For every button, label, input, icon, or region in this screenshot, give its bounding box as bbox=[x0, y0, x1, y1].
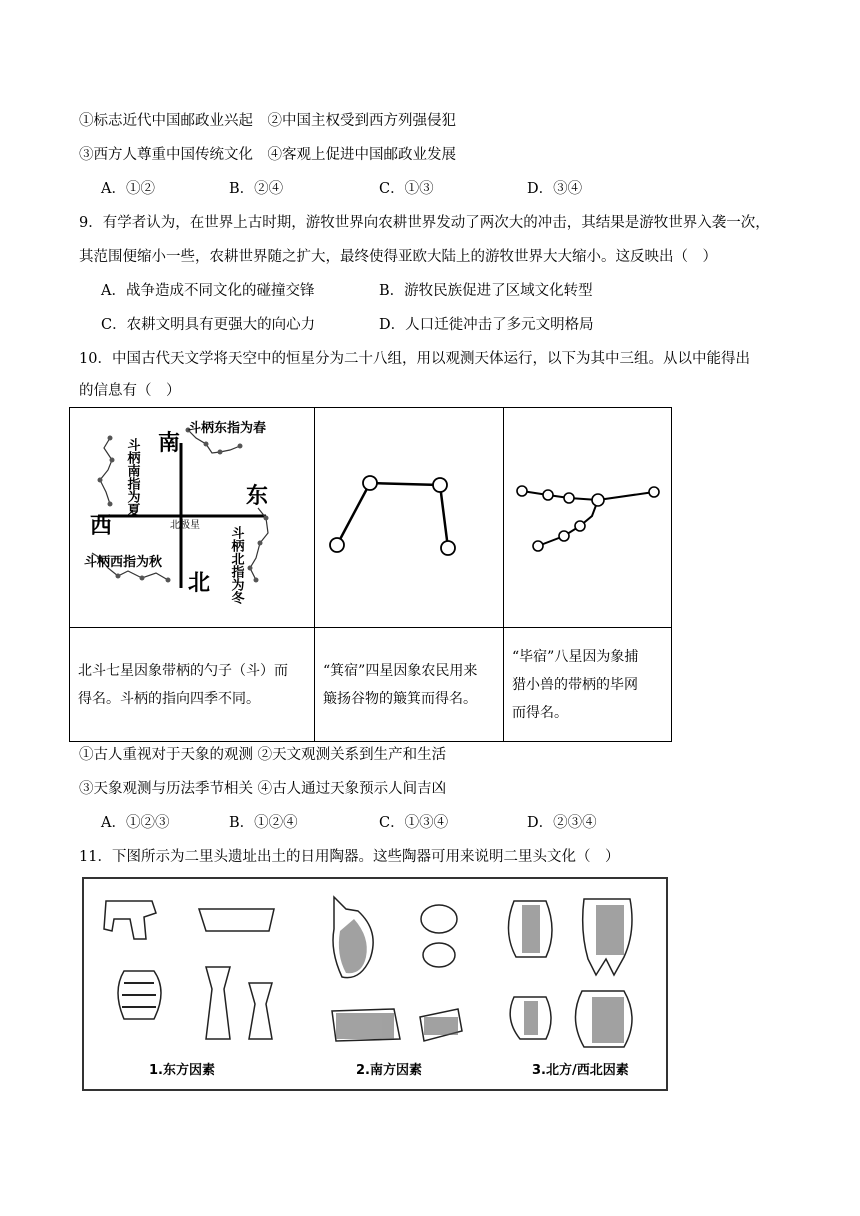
ji-xiu-diagram bbox=[315, 408, 503, 623]
caption-ji-xiu-line2: 簸扬谷物的簸箕而得名。 bbox=[323, 690, 477, 707]
caption-big-dipper-line2: 得名。斗柄的指向四季不同。 bbox=[78, 690, 260, 707]
q10-statements-2: ③天象观测与历法季节相关 ④古人通过天象预示人间吉凶 bbox=[79, 781, 447, 797]
q10-stem-line2: 的信息有（ ） bbox=[79, 383, 181, 399]
bi-xiu-lines bbox=[522, 491, 654, 546]
q8-option-d[interactable]: D．③④ bbox=[527, 181, 583, 197]
caption-ji-xiu bbox=[315, 628, 504, 742]
pottery-drawings bbox=[84, 879, 666, 1089]
polaris-label: 北极星 bbox=[170, 520, 200, 531]
q9-option-a[interactable]: A．战争造成不同文化的碰撞交锋 bbox=[101, 283, 315, 299]
spring-label: 斗柄东指为春 bbox=[188, 421, 267, 436]
pottery-figure bbox=[82, 877, 668, 1091]
caption-bi-xiu-line2: 猎小兽的带柄的毕网 bbox=[512, 676, 638, 693]
q10-option-a[interactable]: A．①②③ bbox=[101, 815, 170, 831]
ji-xiu-cell bbox=[315, 408, 504, 628]
q9-option-c[interactable]: C．农耕文明具有更强大的向心力 bbox=[101, 317, 316, 333]
pottery-shading bbox=[336, 905, 624, 1043]
east-pottery-stripes bbox=[122, 983, 156, 1007]
q9-option-d[interactable]: D．人口迁徙冲击了多元文明格局 bbox=[379, 317, 594, 333]
direction-east: 东 bbox=[246, 484, 269, 509]
direction-south: 南 bbox=[158, 431, 181, 456]
summer-label: 斗柄南指为夏 bbox=[124, 438, 140, 516]
caption-big-dipper bbox=[70, 628, 315, 742]
caption-bi-xiu-line1: “毕宿”八星因为象捕 bbox=[512, 648, 639, 665]
q8-option-a[interactable]: A．①② bbox=[101, 181, 155, 197]
q9-stem-line2: 其范围便缩小一些，农耕世界随之扩大，最终使得亚欧大陆上的游牧世界大大缩小。这反映出（ ） bbox=[79, 249, 717, 265]
caption-bi-xiu bbox=[504, 628, 672, 742]
winter-label: 斗柄北指为冬 bbox=[228, 526, 244, 604]
q10-option-b[interactable]: B．①②④ bbox=[229, 815, 298, 831]
q9-stem-line1: 9．有学者认为，在世界上古时期，游牧世界向农耕世界发动了两次大的冲击，其结果是游牧世界入袭一次， bbox=[79, 215, 770, 231]
q11-stem: 11．下图所示为二里头遗址出土的日用陶器。这些陶器可用来说明二里头文化（ ） bbox=[79, 849, 620, 865]
constellation-table bbox=[69, 407, 672, 742]
direction-west: 西 bbox=[90, 514, 113, 539]
label-north-northwest: 3.北方/西北因素 bbox=[532, 1063, 629, 1078]
ji-xiu-stars bbox=[330, 476, 455, 555]
big-dipper-cell bbox=[70, 408, 315, 628]
bi-xiu-cell bbox=[504, 408, 672, 628]
q10-statements-1: ①古人重视对于天象的观测 ②天文观测关系到生产和生活 bbox=[79, 747, 447, 763]
q8-option-c[interactable]: C．①③ bbox=[379, 181, 434, 197]
q10-stem-line1: 10．中国古代天文学将天空中的恒星分为二十八组，用以观测天体运行，以下为其中三组。从以中能得出 bbox=[79, 351, 750, 367]
ji-xiu-lines bbox=[337, 483, 448, 548]
q10-option-c[interactable]: C．①③④ bbox=[379, 815, 449, 831]
caption-bi-xiu-line3: 而得名。 bbox=[512, 704, 568, 721]
q10-option-d[interactable]: D．②③④ bbox=[527, 815, 597, 831]
q9-option-b[interactable]: B．游牧民族促进了区域文化转型 bbox=[379, 283, 593, 299]
q8-option-b[interactable]: B．②④ bbox=[229, 181, 284, 197]
autumn-label: 斗柄西指为秋 bbox=[84, 555, 163, 570]
label-east: 1.东方因素 bbox=[149, 1063, 215, 1078]
label-south: 2.南方因素 bbox=[356, 1063, 422, 1078]
q8-statements-1: ①标志近代中国邮政业兴起 ②中国主权受到西方列强侵犯 bbox=[79, 113, 456, 129]
caption-ji-xiu-line1: “箕宿”四星因象农民用来 bbox=[323, 662, 478, 679]
east-pottery bbox=[104, 901, 274, 1039]
q8-statements-2: ③西方人尊重中国传统文化 ④客观上促进中国邮政业发展 bbox=[79, 147, 456, 163]
caption-big-dipper-line1: 北斗七星因象带柄的勺子（斗）而 bbox=[78, 662, 288, 679]
direction-north: 北 bbox=[188, 571, 211, 596]
big-dipper-diagram bbox=[70, 408, 314, 623]
bi-xiu-diagram bbox=[504, 408, 671, 623]
